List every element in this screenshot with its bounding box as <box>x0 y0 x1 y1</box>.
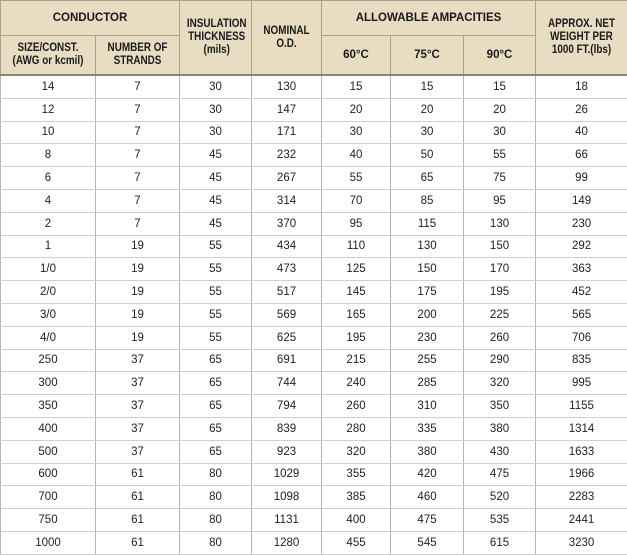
ampacity-90c-cell: 130 <box>464 212 536 235</box>
ampacity-60c-cell: 195 <box>322 326 391 349</box>
insulation-cell: 55 <box>180 326 252 349</box>
table-row <box>1 395 627 418</box>
nominal-od-cell: 517 <box>252 281 322 304</box>
ampacity-90c-cell: 15 <box>464 75 536 98</box>
size-cell: 8 <box>1 144 96 167</box>
nominal-od-cell: 232 <box>252 144 322 167</box>
ampacity-60c-cell: 110 <box>322 235 391 258</box>
table-body <box>1 75 627 554</box>
weight-cell: 1966 <box>536 463 627 486</box>
insulation-cell: 55 <box>180 281 252 304</box>
weight-cell: 1314 <box>536 417 627 440</box>
size-const-header: SIZE/CONST. (AWG or kcmil) <box>1 36 96 76</box>
nominal-od-cell: 625 <box>252 326 322 349</box>
table-row <box>1 144 627 167</box>
ampacity-75c-cell: 130 <box>391 235 464 258</box>
weight-cell: 565 <box>536 303 627 326</box>
insulation-cell: 65 <box>180 372 252 395</box>
ampacity-60c-cell: 455 <box>322 531 391 554</box>
nominal-od-cell: 794 <box>252 395 322 418</box>
table-row <box>1 281 627 304</box>
table-row <box>1 326 627 349</box>
table-row <box>1 463 627 486</box>
size-cell: 700 <box>1 486 96 509</box>
weight-cell: 995 <box>536 372 627 395</box>
ampacity-60c-cell: 40 <box>322 144 391 167</box>
ampacity-90c-cell: 350 <box>464 395 536 418</box>
strands-cell: 7 <box>96 144 180 167</box>
ampacity-90c-cell: 430 <box>464 440 536 463</box>
table-row <box>1 531 627 554</box>
ampacity-60c-cell: 55 <box>322 167 391 190</box>
ampacity-75c-cell: 85 <box>391 189 464 212</box>
table-header <box>1 1 627 76</box>
insulation-cell: 30 <box>180 98 252 121</box>
weight-cell: 40 <box>536 121 627 144</box>
weight-cell: 292 <box>536 235 627 258</box>
insulation-cell: 55 <box>180 235 252 258</box>
weight-cell: 1633 <box>536 440 627 463</box>
insulation-cell: 80 <box>180 486 252 509</box>
insulation-cell: 30 <box>180 121 252 144</box>
allowable-ampacities-header: ALLOWABLE AMPACITIES <box>322 1 536 36</box>
ampacity-75c-cell: 460 <box>391 486 464 509</box>
nominal-od-cell: 691 <box>252 349 322 372</box>
ampacity-75c-cell: 255 <box>391 349 464 372</box>
ampacity-60c-cell: 70 <box>322 189 391 212</box>
insulation-cell: 80 <box>180 531 252 554</box>
strands-cell: 19 <box>96 235 180 258</box>
table-row <box>1 235 627 258</box>
strands-cell: 7 <box>96 212 180 235</box>
ampacity-60c-cell: 400 <box>322 509 391 532</box>
nominal-od-header: NOMINAL O.D. <box>252 1 322 76</box>
table-row <box>1 372 627 395</box>
strands-cell: 37 <box>96 395 180 418</box>
ampacity-60c-cell: 15 <box>322 75 391 98</box>
ampacity-75c-cell: 20 <box>391 98 464 121</box>
weight-cell: 2283 <box>536 486 627 509</box>
ampacity-90c-cell: 195 <box>464 281 536 304</box>
size-cell: 400 <box>1 417 96 440</box>
ampacity-60c-header: 60°C <box>322 36 391 76</box>
ampacity-75c-cell: 150 <box>391 258 464 281</box>
insulation-cell: 30 <box>180 75 252 98</box>
ampacity-90c-cell: 55 <box>464 144 536 167</box>
insulation-cell: 55 <box>180 303 252 326</box>
ampacity-75c-cell: 65 <box>391 167 464 190</box>
strands-cell: 61 <box>96 486 180 509</box>
size-cell: 600 <box>1 463 96 486</box>
ampacity-75c-cell: 175 <box>391 281 464 304</box>
nominal-od-cell: 1029 <box>252 463 322 486</box>
weight-cell: 26 <box>536 98 627 121</box>
strands-cell: 37 <box>96 349 180 372</box>
size-cell: 300 <box>1 372 96 395</box>
ampacity-75c-header: 75°C <box>391 36 464 76</box>
ampacity-75c-cell: 30 <box>391 121 464 144</box>
nominal-od-cell: 314 <box>252 189 322 212</box>
size-cell: 1/0 <box>1 258 96 281</box>
ampacity-75c-cell: 50 <box>391 144 464 167</box>
weight-cell: 1155 <box>536 395 627 418</box>
ampacity-90c-cell: 520 <box>464 486 536 509</box>
size-cell: 750 <box>1 509 96 532</box>
ampacity-60c-cell: 260 <box>322 395 391 418</box>
strands-cell: 37 <box>96 417 180 440</box>
ampacity-60c-cell: 30 <box>322 121 391 144</box>
size-cell: 14 <box>1 75 96 98</box>
size-cell: 6 <box>1 167 96 190</box>
ampacity-75c-cell: 420 <box>391 463 464 486</box>
strands-cell: 7 <box>96 121 180 144</box>
insulation-cell: 55 <box>180 258 252 281</box>
ampacity-60c-cell: 95 <box>322 212 391 235</box>
table-row <box>1 486 627 509</box>
ampacity-75c-cell: 545 <box>391 531 464 554</box>
weight-cell: 2441 <box>536 509 627 532</box>
strands-cell: 61 <box>96 509 180 532</box>
table-row <box>1 349 627 372</box>
size-cell: 3/0 <box>1 303 96 326</box>
nominal-od-cell: 130 <box>252 75 322 98</box>
ampacity-75c-cell: 475 <box>391 509 464 532</box>
ampacity-60c-cell: 280 <box>322 417 391 440</box>
nominal-od-cell: 473 <box>252 258 322 281</box>
ampacity-90c-cell: 95 <box>464 189 536 212</box>
ampacity-90c-cell: 320 <box>464 372 536 395</box>
ampacity-60c-cell: 20 <box>322 98 391 121</box>
table-row <box>1 303 627 326</box>
ampacity-60c-cell: 215 <box>322 349 391 372</box>
ampacity-75c-cell: 15 <box>391 75 464 98</box>
ampacity-90c-cell: 290 <box>464 349 536 372</box>
insulation-cell: 65 <box>180 349 252 372</box>
table-row <box>1 258 627 281</box>
strands-cell: 19 <box>96 303 180 326</box>
nominal-od-cell: 923 <box>252 440 322 463</box>
insulation-cell: 45 <box>180 167 252 190</box>
size-cell: 250 <box>1 349 96 372</box>
size-cell: 350 <box>1 395 96 418</box>
ampacity-60c-cell: 125 <box>322 258 391 281</box>
ampacity-90c-cell: 615 <box>464 531 536 554</box>
strands-cell: 19 <box>96 281 180 304</box>
ampacity-90c-cell: 30 <box>464 121 536 144</box>
strands-cell: 61 <box>96 531 180 554</box>
insulation-cell: 65 <box>180 395 252 418</box>
weight-cell: 149 <box>536 189 627 212</box>
table-row <box>1 440 627 463</box>
ampacity-90c-cell: 535 <box>464 509 536 532</box>
weight-cell: 18 <box>536 75 627 98</box>
insulation-cell: 45 <box>180 212 252 235</box>
strands-cell: 37 <box>96 440 180 463</box>
strands-cell: 19 <box>96 326 180 349</box>
nominal-od-cell: 1131 <box>252 509 322 532</box>
insulation-cell: 80 <box>180 509 252 532</box>
ampacity-75c-cell: 310 <box>391 395 464 418</box>
table-row <box>1 509 627 532</box>
size-cell: 12 <box>1 98 96 121</box>
size-cell: 4 <box>1 189 96 212</box>
table-row <box>1 212 627 235</box>
table-row <box>1 75 627 98</box>
nominal-od-cell: 434 <box>252 235 322 258</box>
ampacity-90c-cell: 380 <box>464 417 536 440</box>
weight-cell: 3230 <box>536 531 627 554</box>
approx-net-weight-header: APPROX. NET WEIGHT PER 1000 FT.(lbs) <box>536 1 627 76</box>
nominal-od-cell: 744 <box>252 372 322 395</box>
nominal-od-cell: 267 <box>252 167 322 190</box>
strands-cell: 61 <box>96 463 180 486</box>
strands-cell: 7 <box>96 167 180 190</box>
ampacity-75c-cell: 380 <box>391 440 464 463</box>
ampacity-60c-cell: 355 <box>322 463 391 486</box>
insulation-cell: 80 <box>180 463 252 486</box>
size-cell: 1000 <box>1 531 96 554</box>
size-cell: 500 <box>1 440 96 463</box>
nominal-od-cell: 1280 <box>252 531 322 554</box>
strands-cell: 7 <box>96 75 180 98</box>
ampacity-90c-cell: 150 <box>464 235 536 258</box>
size-cell: 2/0 <box>1 281 96 304</box>
ampacity-90c-cell: 20 <box>464 98 536 121</box>
ampacity-60c-cell: 320 <box>322 440 391 463</box>
weight-cell: 835 <box>536 349 627 372</box>
size-cell: 10 <box>1 121 96 144</box>
weight-cell: 230 <box>536 212 627 235</box>
insulation-cell: 65 <box>180 417 252 440</box>
ampacity-90c-header: 90°C <box>464 36 536 76</box>
ampacity-90c-cell: 260 <box>464 326 536 349</box>
nominal-od-cell: 370 <box>252 212 322 235</box>
weight-cell: 452 <box>536 281 627 304</box>
strands-cell: 37 <box>96 372 180 395</box>
ampacity-60c-cell: 165 <box>322 303 391 326</box>
ampacity-90c-cell: 75 <box>464 167 536 190</box>
strands-cell: 7 <box>96 189 180 212</box>
insulation-thickness-header: INSULATION THICKNESS (mils) <box>180 1 252 76</box>
ampacity-60c-cell: 240 <box>322 372 391 395</box>
weight-cell: 99 <box>536 167 627 190</box>
nominal-od-cell: 147 <box>252 98 322 121</box>
strands-cell: 7 <box>96 98 180 121</box>
ampacity-60c-cell: 145 <box>322 281 391 304</box>
table-row <box>1 417 627 440</box>
number-of-strands-header: NUMBER OF STRANDS <box>96 36 180 76</box>
insulation-cell: 45 <box>180 189 252 212</box>
insulation-cell: 65 <box>180 440 252 463</box>
ampacity-75c-cell: 285 <box>391 372 464 395</box>
weight-cell: 706 <box>536 326 627 349</box>
table-row <box>1 98 627 121</box>
insulation-cell: 45 <box>180 144 252 167</box>
size-cell: 1 <box>1 235 96 258</box>
table-row <box>1 121 627 144</box>
ampacity-60c-cell: 385 <box>322 486 391 509</box>
strands-cell: 19 <box>96 258 180 281</box>
ampacity-90c-cell: 170 <box>464 258 536 281</box>
size-cell: 2 <box>1 212 96 235</box>
ampacity-75c-cell: 115 <box>391 212 464 235</box>
conductor-header: CONDUCTOR <box>1 1 180 36</box>
ampacity-75c-cell: 335 <box>391 417 464 440</box>
nominal-od-cell: 569 <box>252 303 322 326</box>
ampacity-90c-cell: 225 <box>464 303 536 326</box>
ampacity-90c-cell: 475 <box>464 463 536 486</box>
weight-cell: 66 <box>536 144 627 167</box>
size-cell: 4/0 <box>1 326 96 349</box>
nominal-od-cell: 1098 <box>252 486 322 509</box>
table-row <box>1 167 627 190</box>
nominal-od-cell: 839 <box>252 417 322 440</box>
ampacity-75c-cell: 200 <box>391 303 464 326</box>
table-row <box>1 189 627 212</box>
weight-cell: 363 <box>536 258 627 281</box>
nominal-od-cell: 171 <box>252 121 322 144</box>
ampacity-75c-cell: 230 <box>391 326 464 349</box>
